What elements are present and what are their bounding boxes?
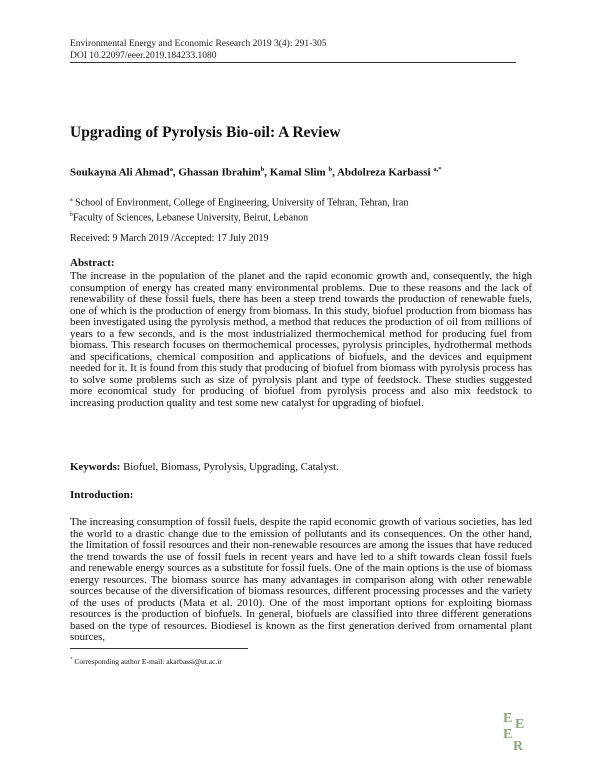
affiliation-list bbox=[70, 194, 408, 225]
affiliation bbox=[70, 194, 408, 209]
author-affil-mark: b bbox=[260, 166, 265, 173]
author-affil-mark: a,* bbox=[433, 166, 442, 173]
author-separator: , bbox=[332, 166, 337, 179]
logo-letter: E bbox=[503, 711, 513, 726]
paper-title: Upgrading of Pyrolysis Bio-oil: A Review bbox=[70, 124, 341, 141]
logo-letter: R bbox=[513, 739, 524, 754]
keywords-label: Keywords: bbox=[70, 461, 121, 473]
journal-citation: Environmental Energy and Economic Research 2019 3(4): 291-305 bbox=[70, 39, 327, 49]
author-affil-mark: a bbox=[169, 166, 173, 173]
affiliation-mark: b bbox=[70, 212, 73, 219]
author-name: Ghassan Ibrahim bbox=[178, 166, 261, 179]
footnote-mark: * bbox=[70, 657, 73, 663]
header-rule bbox=[70, 62, 516, 63]
footnote-rule bbox=[70, 648, 248, 649]
logo-letter: E bbox=[503, 727, 513, 742]
journal-logo-icon bbox=[497, 708, 537, 754]
footnote-text: Corresponding author E-mail: akarbassi@ut.ac.ir bbox=[72, 657, 222, 666]
introduction-heading: Introduction: bbox=[70, 489, 134, 501]
affiliation-text: School of Environment, College of Engineering, University of Tehran, Tehran, Iran bbox=[72, 197, 409, 209]
journal-header bbox=[70, 38, 327, 62]
keywords bbox=[70, 461, 339, 473]
abstract-heading: Abstract: bbox=[70, 257, 115, 269]
author-name: Soukayna Ali Ahmad bbox=[70, 166, 170, 179]
affiliation-mark: a bbox=[70, 197, 73, 203]
keywords-text: Biofuel, Biomass, Pyrolysis, Upgrading, Catalyst. bbox=[120, 461, 339, 473]
introduction-text: The increasing consumption of fossil fuels, despite the rapid economic growth of various societies, has led the world to a drastic change due to the emission of pollutants and its consequences. On the other hand, the limitation of fossil resources and their non-renewable resources are among the issues that have reduced the trend towards the use of fossil fuels in recent years and have led to a shift towards clean fossil fuels and renewable energy sources as a substitute for fossil fuels. One of the main options is the use of biomass energy resources. The biomass source has many advantages in comparison along with other renewable sources because of the diversification of biomass resources, different processing processes and the variety of the uses of products (Mata et al. 2010). One of the most important options for exploiting biomass resources is the production of biofuels. In general, biofuels are classified into three different generations based on the type of resources. Biodiesel is known as the first generation derived from ornamental plant sources, bbox=[70, 516, 532, 643]
author-name: Kamal Slim bbox=[269, 166, 329, 179]
received-accepted-dates: Received: 9 March 2019 /Accepted: 17 July 2019 bbox=[70, 233, 269, 244]
logo-letter: E bbox=[515, 717, 525, 732]
abstract-text: The increase in the population of the planet and the rapid economic growth and, consequently, the high consumption of energy has created many environmental problems. Due to these reasons and the lack of renewability of these fossil fuels, there has been a steep trend towards the production of renewable fuels, one of which is the production of energy from biomass. In this study, biofuel production from biomass has been investigated using the pyrolysis method, a method that reduces the production of oil from millions of years to a few seconds, and is the most industrialized thermochemical method for producing fuel from biomass. This research focuses on thermochemical processes, pyrolysis principles, hydrothermal methods and specifications, chemical composition and applications of biofuels, and the devices and equipment needed for it. It is found from this study that producing of biofuel from biomass with pyrolysis process has to solve some problems such as size of pyrolysis plant and type of feedstock. These studies suggested more economical study for producing of biofuel from pyrolysis process and also mix feedstock to increasing production quality and test some new catalyst for upgrading of biofuel. bbox=[70, 270, 532, 409]
author-separator: , bbox=[264, 166, 270, 179]
affiliation bbox=[70, 209, 408, 224]
author-separator: , bbox=[172, 166, 179, 179]
footnote bbox=[70, 657, 222, 666]
journal-doi: DOI 10.22097/eeer.2019.184233.1080 bbox=[70, 51, 217, 61]
author-name: Abdolreza Karbassi bbox=[336, 166, 434, 179]
affiliation-text: Faculty of Sciences, Lebanese University, Beirut, Lebanon bbox=[73, 212, 309, 224]
author-affil-mark: b bbox=[328, 166, 333, 173]
author-list bbox=[70, 166, 441, 179]
